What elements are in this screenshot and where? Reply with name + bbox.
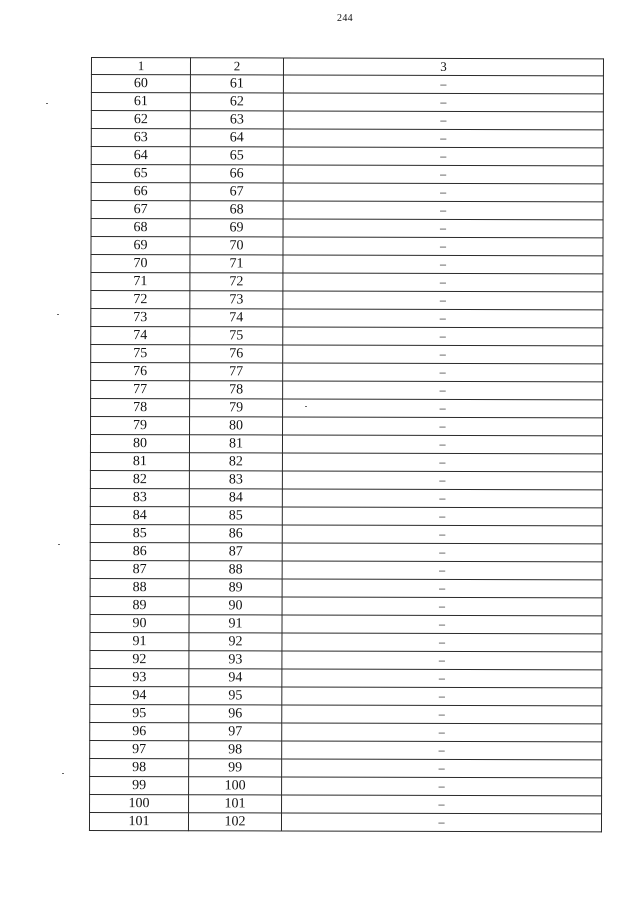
table-cell-col-3 xyxy=(282,507,602,526)
table-cell-col-1: 70 xyxy=(91,255,190,273)
table-cell-col-1: 91 xyxy=(90,632,189,650)
table-row xyxy=(91,201,603,220)
data-table xyxy=(89,57,604,832)
scan-speck xyxy=(57,314,59,315)
table-cell-col-2: 96 xyxy=(189,705,282,723)
table-cell-col-1: 100 xyxy=(90,794,189,812)
table-cell-col-2: 99 xyxy=(189,759,282,777)
table-row xyxy=(90,506,602,525)
dash-mark: – xyxy=(439,274,446,289)
table-cell-col-1: 68 xyxy=(91,219,190,237)
dash-mark: – xyxy=(439,346,446,361)
table-cell-col-1: 63 xyxy=(91,129,190,147)
dash-mark: – xyxy=(439,544,446,559)
table-row xyxy=(90,470,602,489)
table-cell-col-1: 74 xyxy=(91,327,190,345)
table-cell-col-2: 87 xyxy=(189,543,282,561)
table-cell-col-1: 89 xyxy=(90,596,189,614)
table-row xyxy=(90,704,602,723)
dash-mark: – xyxy=(438,616,446,631)
scan-speck xyxy=(58,544,60,545)
table-row xyxy=(91,399,603,418)
table-row xyxy=(91,363,603,382)
dash-mark: – xyxy=(440,220,447,235)
table-row xyxy=(90,650,602,669)
dash-mark: – xyxy=(439,292,446,307)
dash-mark: – xyxy=(439,508,446,523)
table-cell-col-1: 88 xyxy=(90,578,189,596)
table-cell-col-3 xyxy=(283,111,603,130)
dash-mark: – xyxy=(438,814,445,829)
table-cell-col-2: 98 xyxy=(189,741,282,759)
table-cell-col-3 xyxy=(283,147,603,166)
dash-mark: – xyxy=(439,436,446,451)
table-cell-col-1: 78 xyxy=(91,399,190,417)
table-cell-col-2: 73 xyxy=(190,291,283,309)
dash-mark: – xyxy=(439,328,446,343)
table-cell-col-1: 94 xyxy=(90,686,189,704)
table-cell-col-1: 87 xyxy=(90,560,189,578)
dash-mark: – xyxy=(440,148,447,163)
table-cell-col-2: 88 xyxy=(189,561,282,579)
table-cell-col-1: 85 xyxy=(90,524,189,542)
table-row xyxy=(91,75,603,94)
table-cell-col-2: 82 xyxy=(189,453,282,471)
table-cell-col-1: 84 xyxy=(90,506,189,524)
table-cell-col-1: 80 xyxy=(90,435,189,453)
table-cell-col-2: 70 xyxy=(190,237,283,255)
dash-mark: – xyxy=(438,670,445,685)
table-cell-col-2: 90 xyxy=(189,597,282,615)
table-cell-col-2: 83 xyxy=(189,471,282,489)
table-cell-col-1: 97 xyxy=(90,740,189,758)
table-cell-col-2: 80 xyxy=(190,417,283,435)
table-cell-col-1: 64 xyxy=(91,147,190,165)
table-cell-col-3 xyxy=(282,759,602,778)
table-cell-col-1: 90 xyxy=(90,614,189,632)
table-row xyxy=(90,776,602,795)
table-cell-col-1: 92 xyxy=(90,650,189,668)
dash-mark: – xyxy=(439,382,446,397)
table-cell-col-1: 98 xyxy=(90,758,189,776)
dash-mark: – xyxy=(439,310,446,325)
dash-mark: – xyxy=(438,724,445,739)
dash-mark: – xyxy=(440,130,447,145)
table-cell-col-3 xyxy=(282,705,602,724)
table-row xyxy=(90,578,602,597)
table-cell-col-2: 69 xyxy=(190,219,283,237)
dash-mark: – xyxy=(439,400,446,415)
dash-mark: – xyxy=(438,742,445,757)
dash-mark: – xyxy=(438,778,445,793)
table-cell-col-3 xyxy=(283,381,603,400)
table-row xyxy=(91,291,603,310)
dash-mark: – xyxy=(440,112,447,127)
table-cell-col-3 xyxy=(283,93,603,112)
table-header-row xyxy=(91,58,603,76)
table-cell-col-1: 75 xyxy=(91,345,190,363)
table-cell-col-2: 64 xyxy=(190,129,283,147)
dash-mark: – xyxy=(439,598,446,613)
table-cell-col-1: 81 xyxy=(90,452,189,470)
table-cell-col-1: 86 xyxy=(90,542,189,560)
dash-mark: – xyxy=(440,184,447,199)
table-cell-col-1: 67 xyxy=(91,201,190,219)
table-cell-col-2: 84 xyxy=(189,489,282,507)
table-row xyxy=(91,309,603,328)
table-cell-col-2: 94 xyxy=(189,669,282,687)
scan-speck xyxy=(305,406,307,407)
table-cell-col-1: 95 xyxy=(90,704,189,722)
dash-mark: – xyxy=(439,454,446,469)
table-cell-col-2: 78 xyxy=(190,381,283,399)
table-row xyxy=(91,255,603,274)
table-cell-col-3 xyxy=(283,399,603,418)
scan-speck xyxy=(62,773,64,774)
table-cell-col-3 xyxy=(283,417,603,436)
table-cell-col-3 xyxy=(283,273,603,292)
table-cell-col-3 xyxy=(283,291,603,310)
table-row xyxy=(90,740,602,759)
table-cell-col-2: 102 xyxy=(188,813,281,831)
table-cell-col-2: 72 xyxy=(190,273,283,291)
table-cell-col-2: 101 xyxy=(189,795,282,813)
table-cell-col-3 xyxy=(282,543,602,562)
table-cell-col-2: 81 xyxy=(189,435,282,453)
table-cell-col-2: 74 xyxy=(190,309,283,327)
scan-speck xyxy=(46,103,48,104)
table-row xyxy=(90,686,602,705)
table-cell-col-2: 91 xyxy=(189,615,282,633)
table-cell-col-3 xyxy=(282,669,602,688)
table-cell-col-1: 96 xyxy=(90,722,189,740)
table-cell-col-1: 66 xyxy=(91,183,190,201)
table-cell-col-2: 85 xyxy=(189,507,282,525)
table-cell-col-3 xyxy=(282,795,602,814)
table-cell-col-2: 62 xyxy=(190,93,283,111)
table-cell-col-3 xyxy=(282,561,602,580)
table-row xyxy=(90,614,602,633)
table-cell-col-2: 97 xyxy=(189,723,282,741)
table-row xyxy=(90,560,602,579)
dash-mark: – xyxy=(440,76,447,91)
table-cell-col-2: 75 xyxy=(190,327,283,345)
table-cell-col-3 xyxy=(282,723,602,742)
table-row xyxy=(91,273,603,292)
dash-mark: – xyxy=(439,562,446,577)
table-row xyxy=(90,722,602,741)
table-row xyxy=(91,381,603,400)
table-cell-col-1: 83 xyxy=(90,488,189,506)
table-body xyxy=(89,75,603,832)
table-row xyxy=(91,165,603,184)
table-row xyxy=(90,668,602,687)
table-cell-col-2: 86 xyxy=(189,525,282,543)
table-row xyxy=(91,345,603,364)
table-row xyxy=(90,596,602,615)
column-header-1: 1 xyxy=(91,58,190,75)
dash-mark: – xyxy=(439,526,446,541)
table-row xyxy=(90,542,602,561)
table-cell-col-1: 71 xyxy=(91,273,190,291)
dash-mark: – xyxy=(438,796,445,811)
table-row xyxy=(90,524,602,543)
table-cell-col-2: 79 xyxy=(190,399,283,417)
table-row xyxy=(90,452,602,471)
table-cell-col-2: 71 xyxy=(190,255,283,273)
page-number: 244 xyxy=(337,13,353,24)
table-cell-col-2: 100 xyxy=(189,777,282,795)
table-cell-col-3 xyxy=(281,813,601,832)
dash-mark: – xyxy=(440,166,447,181)
dash-mark: – xyxy=(439,364,446,379)
table-cell-col-3 xyxy=(283,255,603,274)
table-cell-col-3 xyxy=(282,489,602,508)
table-row xyxy=(91,93,603,112)
column-header-3: 3 xyxy=(283,58,603,76)
table-cell-col-1: 99 xyxy=(90,776,189,794)
table-cell-col-2: 61 xyxy=(190,75,283,93)
dash-mark: – xyxy=(439,238,447,253)
table-cell-col-1: 79 xyxy=(91,417,190,435)
table-cell-col-3 xyxy=(282,741,602,760)
table-cell-col-3 xyxy=(282,453,602,472)
table-cell-col-1: 65 xyxy=(91,165,190,183)
table-row xyxy=(90,488,602,507)
dash-mark: – xyxy=(440,94,447,109)
table-cell-col-2: 68 xyxy=(190,201,283,219)
table-cell-col-3 xyxy=(283,219,603,238)
table-cell-col-3 xyxy=(282,615,602,634)
dash-mark: – xyxy=(439,490,446,505)
dash-mark: – xyxy=(438,688,445,703)
dash-mark: – xyxy=(440,202,447,217)
table-cell-col-3 xyxy=(282,633,602,652)
table-cell-col-3 xyxy=(282,651,602,670)
table-cell-col-1: 82 xyxy=(90,470,189,488)
table-row xyxy=(91,327,603,346)
table-cell-col-2: 95 xyxy=(189,687,282,705)
table-row xyxy=(91,129,603,148)
dash-mark: – xyxy=(439,580,446,595)
table-cell-col-1: 62 xyxy=(91,111,190,129)
table-cell-col-2: 93 xyxy=(189,651,282,669)
table-cell-col-3 xyxy=(282,435,602,454)
table-row xyxy=(90,758,602,777)
table-cell-col-2: 66 xyxy=(190,165,283,183)
table-cell-col-2: 89 xyxy=(189,579,282,597)
dash-mark: – xyxy=(438,760,445,775)
table-row xyxy=(91,183,603,202)
table-cell-col-3 xyxy=(282,777,602,796)
table-cell-col-3 xyxy=(283,183,603,202)
table-row xyxy=(90,435,602,454)
dash-mark: – xyxy=(439,472,446,487)
table-row xyxy=(90,632,602,651)
dash-mark: – xyxy=(438,652,445,667)
table-cell-col-3 xyxy=(282,525,602,544)
table-cell-col-1: 77 xyxy=(91,381,190,399)
table-row xyxy=(91,219,603,238)
table-cell-col-1: 69 xyxy=(91,237,190,255)
dash-mark: – xyxy=(439,418,446,433)
table-row xyxy=(89,812,601,831)
table-cell-col-3 xyxy=(283,237,603,256)
column-header-2: 2 xyxy=(190,58,283,75)
table-cell-col-1: 73 xyxy=(91,309,190,327)
table-cell-col-2: 77 xyxy=(190,363,283,381)
table-cell-col-1: 76 xyxy=(91,363,190,381)
table-cell-col-3 xyxy=(282,687,602,706)
table-cell-col-3 xyxy=(283,363,603,382)
table-cell-col-3 xyxy=(283,201,603,220)
table-cell-col-1: 93 xyxy=(90,668,189,686)
table-cell-col-3 xyxy=(283,327,603,346)
table-cell-col-3 xyxy=(282,471,602,490)
table-row xyxy=(91,417,603,436)
table-cell-col-2: 76 xyxy=(190,345,283,363)
table-cell-col-3 xyxy=(282,597,602,616)
table-cell-col-3 xyxy=(283,129,603,148)
table-cell-col-2: 67 xyxy=(190,183,283,201)
dash-mark: – xyxy=(438,706,445,721)
table-row xyxy=(91,111,603,130)
table-row xyxy=(91,147,603,166)
table-cell-col-1: 72 xyxy=(91,291,190,309)
table-cell-col-3 xyxy=(283,309,603,328)
table-cell-col-3 xyxy=(282,579,602,598)
table-cell-col-1: 101 xyxy=(89,812,188,830)
table-cell-col-3 xyxy=(283,165,603,184)
dash-mark: – xyxy=(438,634,445,649)
table-cell-col-2: 63 xyxy=(190,111,283,129)
table-cell-col-3 xyxy=(283,75,603,94)
table-cell-col-2: 92 xyxy=(189,633,282,651)
table-cell-col-1: 60 xyxy=(91,75,190,93)
table-row xyxy=(90,794,602,813)
table-cell-col-1: 61 xyxy=(91,93,190,111)
table-cell-col-2: 65 xyxy=(190,147,283,165)
dash-mark: – xyxy=(439,256,446,271)
table-row xyxy=(91,237,603,256)
table-cell-col-3 xyxy=(283,345,603,364)
